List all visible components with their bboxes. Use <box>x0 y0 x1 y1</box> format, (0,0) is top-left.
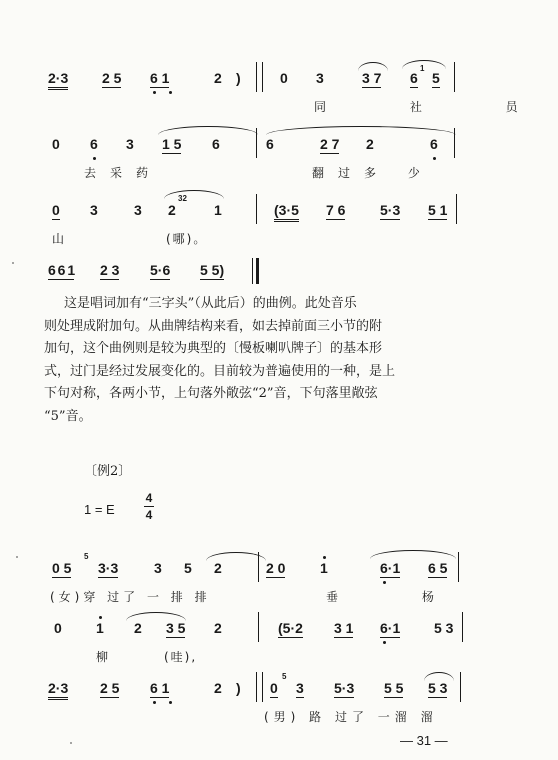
note: 2 7 <box>320 136 340 152</box>
low-octave-dot <box>169 91 172 94</box>
notation-row-2 <box>0 128 490 188</box>
note: 5 <box>184 560 192 576</box>
low-octave-dot <box>153 701 156 704</box>
key-signature: 1 = E <box>84 502 115 517</box>
slur <box>158 126 258 135</box>
lyrics: 垂 杨 <box>326 590 474 604</box>
slur <box>164 190 224 199</box>
final-barline <box>256 258 259 284</box>
note: 2 0 <box>266 560 286 576</box>
note: 6·1 <box>380 620 401 636</box>
note: 0 <box>280 70 288 86</box>
note: 3 7 <box>362 70 382 86</box>
lyrics: (男) 路 过了 一溜 溜 <box>264 710 438 724</box>
lyrics: 去采药 <box>84 166 163 180</box>
barline <box>462 612 463 642</box>
barline <box>262 62 263 92</box>
note: 6 5 <box>428 560 448 576</box>
barline <box>258 552 259 582</box>
barline <box>262 672 263 702</box>
note: 2 <box>214 680 222 696</box>
barline <box>460 672 461 702</box>
note: 1 5 <box>162 136 182 152</box>
slur <box>402 60 446 69</box>
note: 6 <box>90 136 98 152</box>
note: 2 3 <box>100 262 120 278</box>
low-octave-dot <box>169 701 172 704</box>
note: 5 <box>432 70 440 86</box>
note: 2 <box>168 202 176 218</box>
barline <box>252 258 253 284</box>
note: 6 1 <box>150 70 170 86</box>
notation-row-5 <box>0 552 490 612</box>
note: 3·3 <box>98 560 119 576</box>
barline <box>454 128 455 158</box>
note: 3 5 <box>166 620 186 636</box>
barline <box>256 128 257 158</box>
note: 2 5 <box>100 680 120 696</box>
note: 3 <box>126 136 134 152</box>
scan-speck <box>12 262 14 264</box>
grace-note: 5 <box>282 672 287 681</box>
slur <box>266 126 456 135</box>
high-octave-dot <box>99 616 102 619</box>
note: 6 <box>212 136 220 152</box>
scan-speck <box>70 742 72 744</box>
notation-row-7 <box>0 672 490 732</box>
lyrics: 柳 <box>96 650 115 664</box>
note: 3 <box>154 560 162 576</box>
barline <box>256 194 257 224</box>
barline <box>256 62 257 92</box>
note: 6 6 1 <box>48 262 75 278</box>
lyrics: 翻过多 少 <box>312 166 434 180</box>
note: 5·6 <box>150 262 171 278</box>
example-label: 〔例2〕 <box>84 464 132 479</box>
note: 0 <box>52 202 60 218</box>
note: 2 <box>214 560 222 576</box>
notation-row-3 <box>0 194 490 254</box>
note: 5 3 <box>434 620 454 636</box>
note: 2 <box>214 70 222 86</box>
grace-note: 5 <box>84 552 89 561</box>
text-line: 下句对称，各两小节，上句落外敞弦“2”音，下句落里敞弦 <box>44 386 378 401</box>
note: 0 5 <box>52 560 72 576</box>
lyrics: (女)穿 过了 一 排 排 <box>50 590 211 604</box>
text-line: 式，过门是经过发展变化的。目前较为普遍使用的一种，是上 <box>44 363 396 379</box>
slur <box>358 62 388 71</box>
explanation-paragraph <box>44 293 444 428</box>
time-signature-top: 4 <box>145 491 153 505</box>
note: 1 <box>96 620 104 636</box>
low-octave-dot <box>93 157 96 160</box>
slur <box>424 672 454 681</box>
notation-row-1 <box>0 62 558 122</box>
low-octave-dot <box>153 91 156 94</box>
note: 6 <box>266 136 274 152</box>
text-line: “5”音。 <box>44 408 92 424</box>
note: 0 <box>270 680 278 696</box>
note: 1 <box>214 202 222 218</box>
time-signature-line <box>144 506 154 507</box>
note: 5 5) <box>200 262 225 278</box>
page-number: — 31 — <box>400 733 448 748</box>
lyrics: 同 社 员 <box>314 100 558 114</box>
lyrics: (哇), <box>164 650 198 664</box>
slur <box>370 550 456 559</box>
note: 2 5 <box>102 70 122 86</box>
note: 2·3 <box>48 70 68 90</box>
scan-speck <box>16 556 18 558</box>
note: 3 <box>134 202 142 218</box>
note: 5 5 <box>384 680 404 696</box>
barline <box>454 62 455 92</box>
note: (3·5 <box>274 202 299 222</box>
note: 2 <box>366 136 374 152</box>
note: 6 <box>430 136 438 152</box>
note: 5 3 <box>428 680 448 696</box>
paren: ) <box>236 680 241 696</box>
low-octave-dot <box>383 641 386 644</box>
note: 0 <box>52 136 60 152</box>
note: 6 1 <box>150 680 170 696</box>
high-octave-dot <box>323 556 326 559</box>
note: 5·3 <box>380 202 401 218</box>
barline <box>458 552 459 582</box>
lyrics: (哪)。 <box>166 232 208 246</box>
barline <box>456 194 457 224</box>
barline <box>256 672 257 702</box>
text-line: 加句，这个曲例则是较为典型的〔慢板喇叭牌子〕的基本形 <box>44 341 383 356</box>
note: 2 <box>134 620 142 636</box>
note: 3 <box>90 202 98 218</box>
note: (5·2 <box>278 620 303 636</box>
barline <box>258 612 259 642</box>
note: 3 <box>296 680 304 696</box>
text-line: 这是唱词加有“三字头”（从此后）的曲例。此处音乐 <box>64 296 357 311</box>
note: 2·3 <box>48 680 68 700</box>
grace-note: 32 <box>178 194 187 203</box>
note: 2 <box>214 620 222 636</box>
note: 7 6 <box>326 202 346 218</box>
note: 6·1 <box>380 560 401 576</box>
notation-row-4 <box>0 258 490 290</box>
low-octave-dot <box>433 157 436 160</box>
paren: ) <box>236 70 241 86</box>
note: 3 <box>316 70 324 86</box>
low-octave-dot <box>383 581 386 584</box>
note: 5 1 <box>428 202 448 218</box>
note: 1 <box>320 560 328 576</box>
lyrics: 山 <box>52 232 71 246</box>
grace-note: 1 <box>420 64 425 73</box>
time-signature-bottom: 4 <box>145 508 153 522</box>
note: 6 <box>410 70 418 86</box>
notation-row-6 <box>0 612 490 672</box>
note: 5·3 <box>334 680 355 696</box>
text-line: 则处理成附加句。从曲牌结构来看，如去掉前面三小节的附 <box>44 318 383 334</box>
note: 0 <box>54 620 62 636</box>
slur <box>206 552 266 561</box>
slur <box>126 612 186 621</box>
note: 3 1 <box>334 620 354 636</box>
